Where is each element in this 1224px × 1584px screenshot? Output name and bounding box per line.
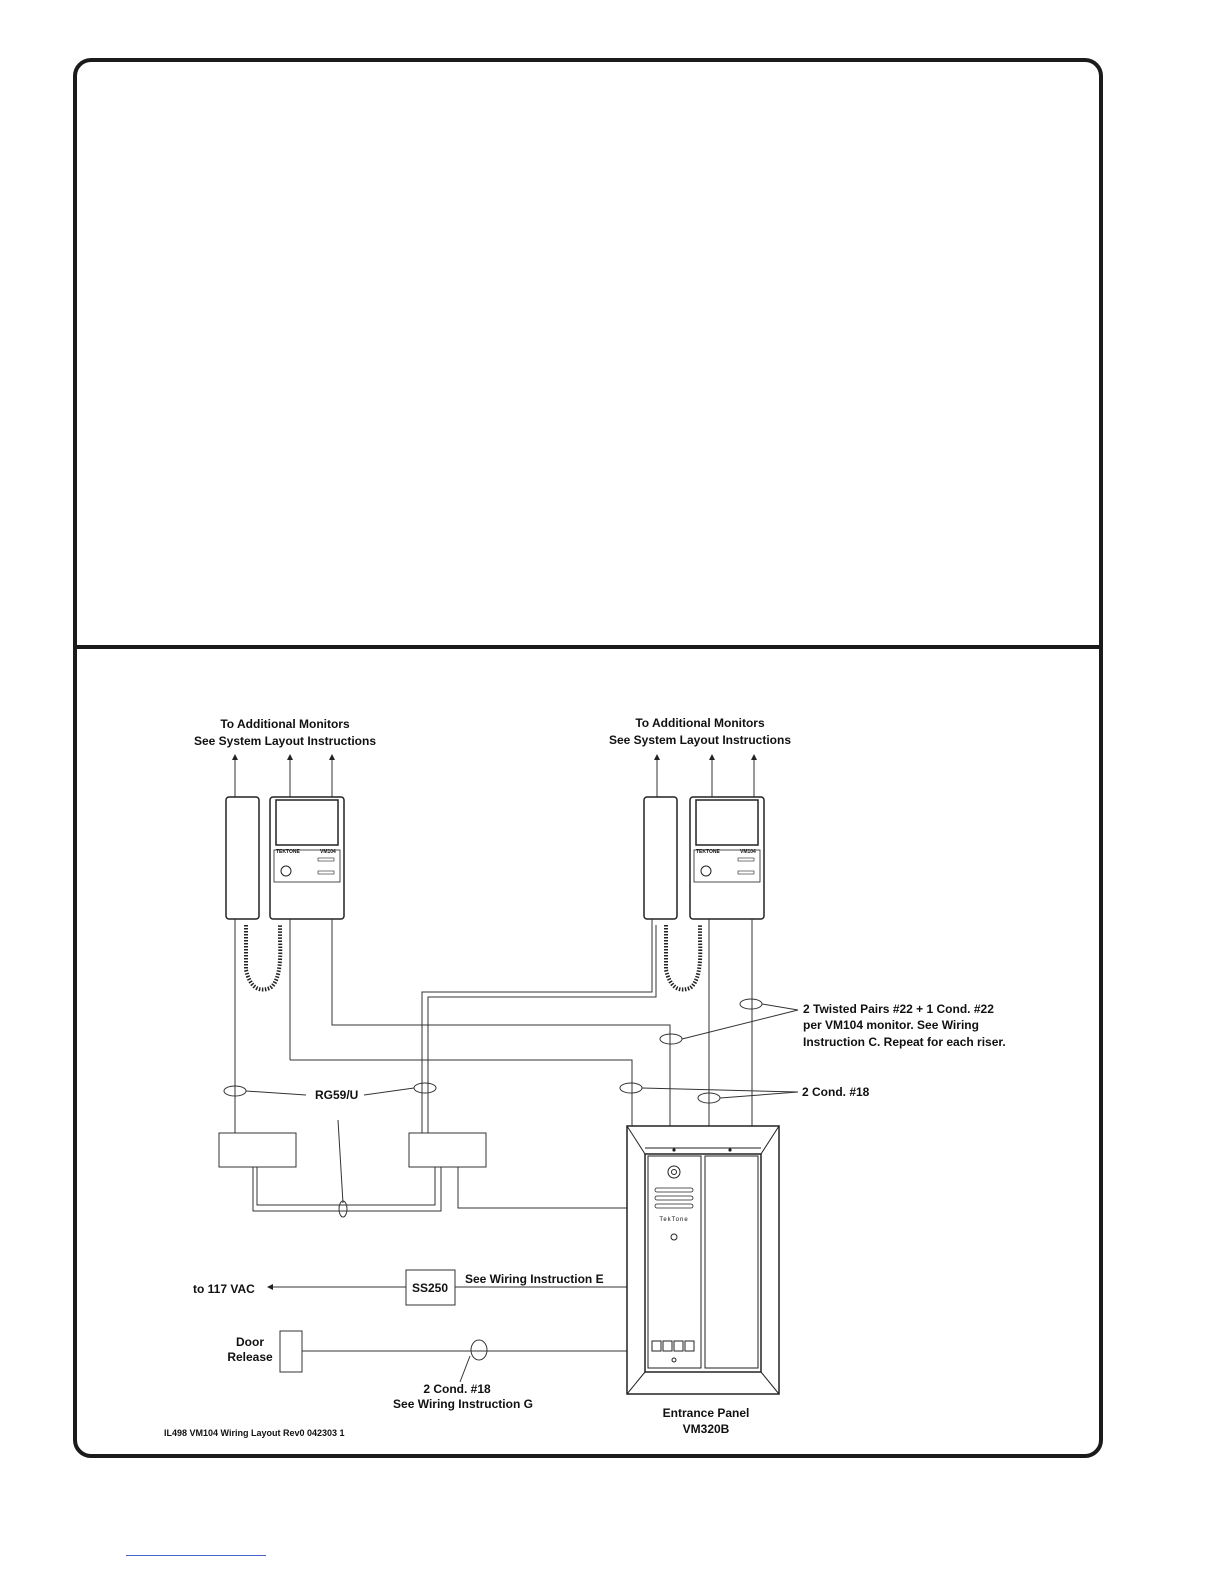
cond18-label: 2 Cond. #18: [802, 1085, 870, 1099]
right-riser-note-line1: To Additional Monitors: [635, 716, 765, 730]
speaker-slot: [655, 1196, 693, 1200]
left-riser-note-line1: To Additional Monitors: [220, 717, 350, 731]
panel-button: [663, 1341, 672, 1351]
monitor-model-right: VM104: [740, 849, 756, 855]
wiring-e-note: See Wiring Instruction E: [465, 1272, 604, 1286]
right-riser-note-line2: See System Layout Instructions: [608, 733, 792, 747]
door-release-line1: Door: [236, 1335, 264, 1349]
standby-button: [281, 866, 291, 876]
entrance-panel-line1: Entrance Panel: [662, 1406, 750, 1420]
footer-link-underline[interactable]: [126, 1555, 266, 1556]
door-wire-note-line1: 2 Cond. #18: [423, 1382, 491, 1396]
monitor-key: [738, 858, 754, 861]
handset-coil-cord-left: [246, 925, 280, 990]
twisted-pairs-note-line3: Instruction C. Repeat for each riser.: [803, 1035, 1006, 1049]
monitor-model-left: VM104: [320, 849, 336, 855]
document-id: IL498 VM104 Wiring Layout Rev0 042303 1: [164, 1428, 345, 1438]
door-wire-note-line2: See Wiring Instruction G: [393, 1397, 533, 1411]
twisted-pairs-note-line2: per VM104 monitor. See Wiring: [803, 1018, 979, 1032]
power-label: to 117 VAC: [193, 1282, 255, 1296]
ss250-label: SS250: [411, 1281, 449, 1295]
power-supply-box-left: [219, 1133, 296, 1167]
left-riser-note-line2: See System Layout Instructions: [193, 734, 377, 748]
monitor-screen: [276, 800, 338, 845]
panel-brand: TekTone: [659, 1217, 689, 1223]
panel-button: [652, 1341, 661, 1351]
handset: [226, 797, 259, 919]
door-key: [738, 871, 754, 874]
panel-button: [685, 1341, 694, 1351]
monitor-brand-left: TEKTONE: [276, 849, 300, 855]
standby-button: [701, 866, 711, 876]
handset-coil-cord-right: [666, 925, 700, 990]
entrance-panel: [627, 1126, 779, 1394]
door-release-line2: Release: [227, 1350, 273, 1364]
call-button: [671, 1234, 677, 1240]
speaker-slot: [655, 1204, 693, 1208]
monitor-screen: [696, 800, 758, 845]
monitor-brand-right: TEKTONE: [696, 849, 720, 855]
coax-label: RG59/U: [315, 1088, 359, 1102]
entrance-panel-line2: VM320B: [682, 1422, 730, 1436]
speaker-slot: [655, 1188, 693, 1192]
handset: [644, 797, 677, 919]
left-monitor: [226, 797, 344, 919]
door-key: [318, 871, 334, 874]
power-supply-box-right: [409, 1133, 486, 1167]
right-monitor: [644, 797, 764, 919]
twisted-pairs-note-line1: 2 Twisted Pairs #22 + 1 Cond. #22: [803, 1002, 994, 1016]
monitor-key: [318, 858, 334, 861]
panel-button: [674, 1341, 683, 1351]
door-release-box: [280, 1331, 302, 1372]
